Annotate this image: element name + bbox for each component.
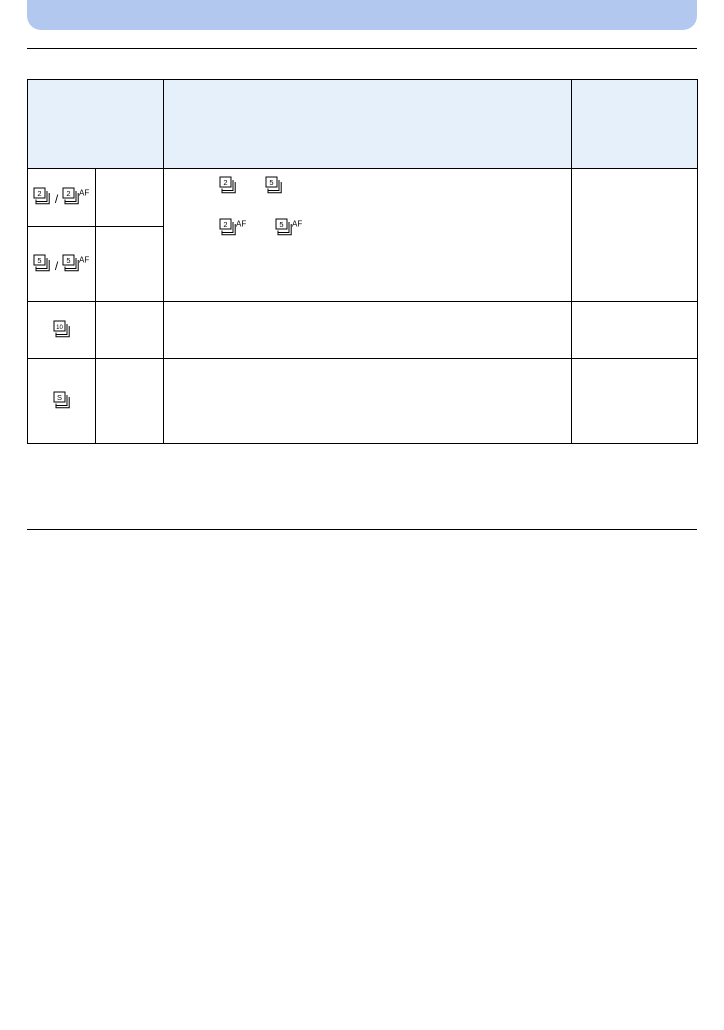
- header-cell-setting: [28, 80, 164, 169]
- svg-text:10: 10: [55, 324, 63, 331]
- icon-separator: /: [54, 192, 59, 206]
- svg-text:2: 2: [37, 189, 42, 199]
- burst-5-icon: [265, 176, 283, 194]
- section-header-bar: [27, 0, 697, 30]
- burst-5-af-icon: [62, 254, 90, 272]
- svg-text:2: 2: [66, 189, 71, 199]
- icon-cell: [28, 227, 96, 302]
- table-row: [28, 359, 698, 444]
- burst-2-af-icon: [62, 187, 90, 205]
- description-cell: [164, 359, 572, 444]
- table-row: [28, 302, 698, 359]
- bottom-rule: [27, 529, 697, 530]
- description-icon-line: [219, 218, 303, 236]
- svg-text:S: S: [56, 392, 62, 402]
- burst-10-icon: [53, 320, 71, 338]
- description-cell: [164, 302, 572, 359]
- icon-cell: [28, 302, 96, 359]
- speed-cell: [96, 227, 164, 302]
- table-row: [28, 169, 698, 227]
- svg-text:2: 2: [223, 220, 228, 230]
- icon-separator: /: [54, 258, 59, 273]
- svg-text:AF: AF: [236, 219, 247, 229]
- value-cell: [572, 302, 698, 359]
- table-header-row: [28, 80, 698, 169]
- burst-settings-table: [27, 79, 698, 444]
- value-cell: [572, 359, 698, 444]
- icon-cell: [28, 169, 96, 227]
- burst-2-icon: [33, 187, 51, 205]
- top-rule: [27, 48, 697, 49]
- svg-text:AF: AF: [79, 255, 90, 264]
- svg-text:AF: AF: [79, 188, 90, 198]
- value-cell: [572, 169, 698, 302]
- svg-text:AF: AF: [292, 219, 303, 229]
- speed-cell: [96, 359, 164, 444]
- svg-text:5: 5: [279, 220, 284, 230]
- svg-text:5: 5: [269, 178, 274, 188]
- speed-cell: [96, 302, 164, 359]
- burst-2-af-icon: [219, 218, 247, 236]
- burst-s-icon: [53, 391, 71, 409]
- header-cell-value: [572, 80, 698, 169]
- svg-text:5: 5: [66, 255, 71, 265]
- speed-cell: [96, 169, 164, 227]
- svg-text:2: 2: [223, 178, 228, 188]
- svg-text:5: 5: [37, 255, 42, 265]
- burst-2-icon: [219, 176, 237, 194]
- description-icon-line: [219, 176, 283, 194]
- icon-cell: [28, 359, 96, 444]
- burst-5-icon: [33, 254, 51, 272]
- burst-5-af-icon: [275, 218, 303, 236]
- description-cell: [164, 169, 572, 302]
- header-cell-description: [164, 80, 572, 169]
